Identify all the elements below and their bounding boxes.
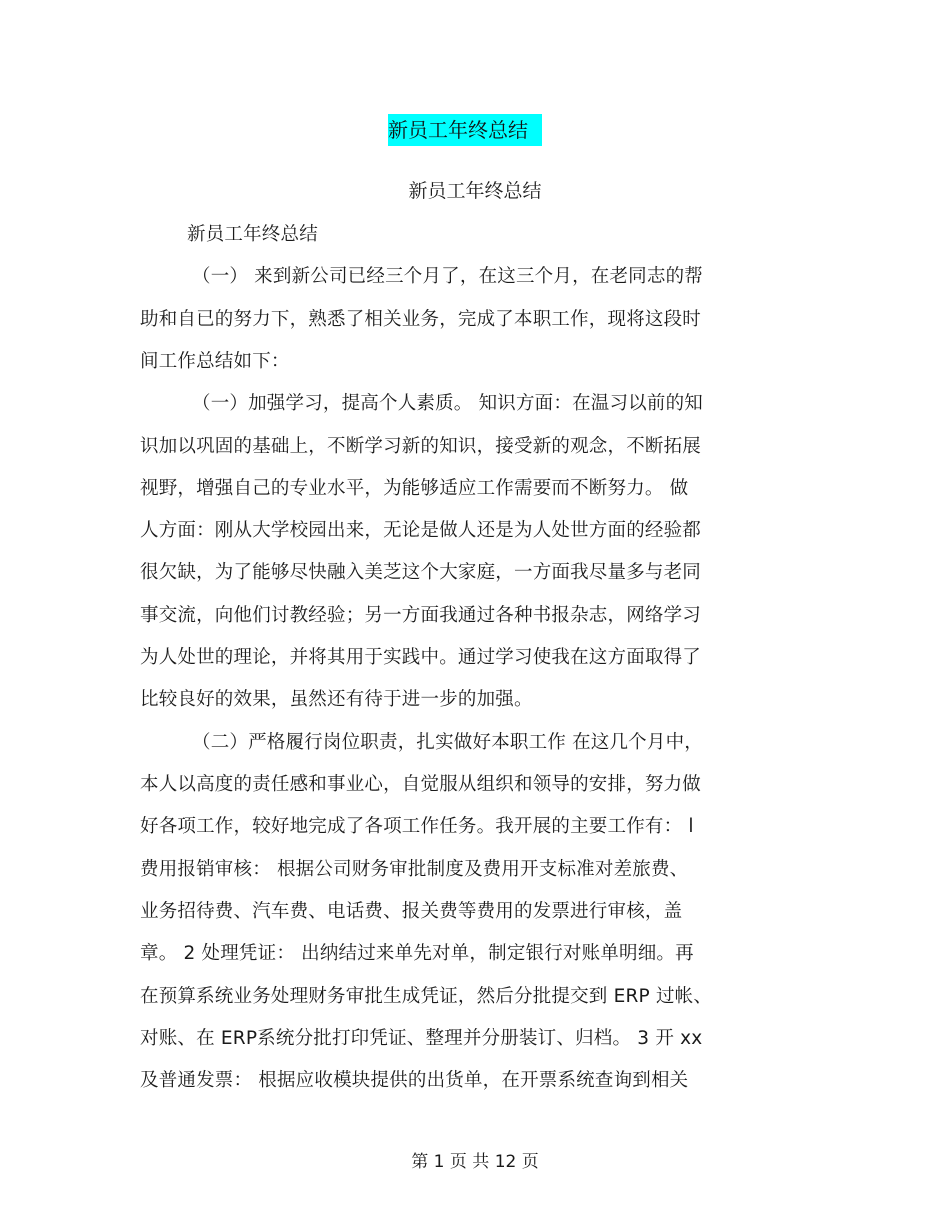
- body-line: 视野，增强自己的专业水平，为能够适应工作需要而不断努力。 做: [140, 478, 689, 499]
- body-line: 比较良好的效果，虽然还有待于进一步的加强。: [140, 689, 533, 710]
- body-line: 费用报销审核： 根据公司财务审批制度及费用开支标准对差旅费、: [140, 859, 689, 880]
- page-number-footer: 第 1 页 共 12 页: [411, 1152, 539, 1172]
- body-line: 很欠缺，为了能够尽快融入美芝这个大家庭，一方面我尽量多与老同: [140, 562, 702, 583]
- body-line: 好各项工作，较好地完成了各项工作任务。我开展的主要工作有： l: [140, 816, 694, 837]
- body-line: 识加以巩固的基础上，不断学习新的知识，接受新的观念，不断拓展: [140, 436, 702, 457]
- body-line: 为人处世的理论，并将其用于实践中。通过学习使我在这方面取得了: [140, 647, 702, 668]
- body-line: 人方面：刚从大学校园出来，无论是做人还是为人处世方面的经验都: [140, 520, 702, 541]
- document-subtitle: 新员工年终总结: [408, 180, 542, 202]
- body-line: （一）加强学习，提高个人素质。 知识方面：在温习以前的知: [192, 393, 703, 414]
- body-line: 新员工年终总结: [187, 224, 318, 245]
- body-line: 本人以高度的责任感和事业心，自觉服从组织和领导的安排，努力做: [140, 774, 702, 795]
- body-line: 及普通发票： 根据应收模块提供的出货单，在开票系统查询到相关: [140, 1070, 689, 1091]
- body-line: 章。 2 处理凭证： 出纳结过来单先对单，制定银行对账单明细。再: [140, 943, 694, 964]
- body-line: （一） 来到新公司已经三个月了，在这三个月，在老同志的帮: [192, 266, 703, 287]
- body-line: 间工作总结如下：: [140, 351, 290, 372]
- body-line: 助和自已的努力下，熟悉了相关业务，完成了本职工作，现将这段时: [140, 309, 702, 330]
- body-line: （二）严格履行岗位职责，扎实做好本职工作 在这几个月中，: [192, 732, 703, 753]
- document-title-highlighted: 新员工年终总结: [388, 114, 542, 146]
- body-line: 事交流，向他们讨教经验；另一方面我通过各种书报杂志，网络学习: [140, 605, 702, 626]
- body-line: 对账、在 ERP系统分批打印凭证、整理并分册装订、归档。 3 开 xx: [140, 1028, 703, 1049]
- body-line: 在预算系统业务处理财务审批生成凭证，然后分批提交到 ERP 过帐、: [140, 986, 713, 1007]
- body-line: 业务招待费、汽车费、电话费、报关费等费用的发票进行审核，盖: [140, 901, 683, 922]
